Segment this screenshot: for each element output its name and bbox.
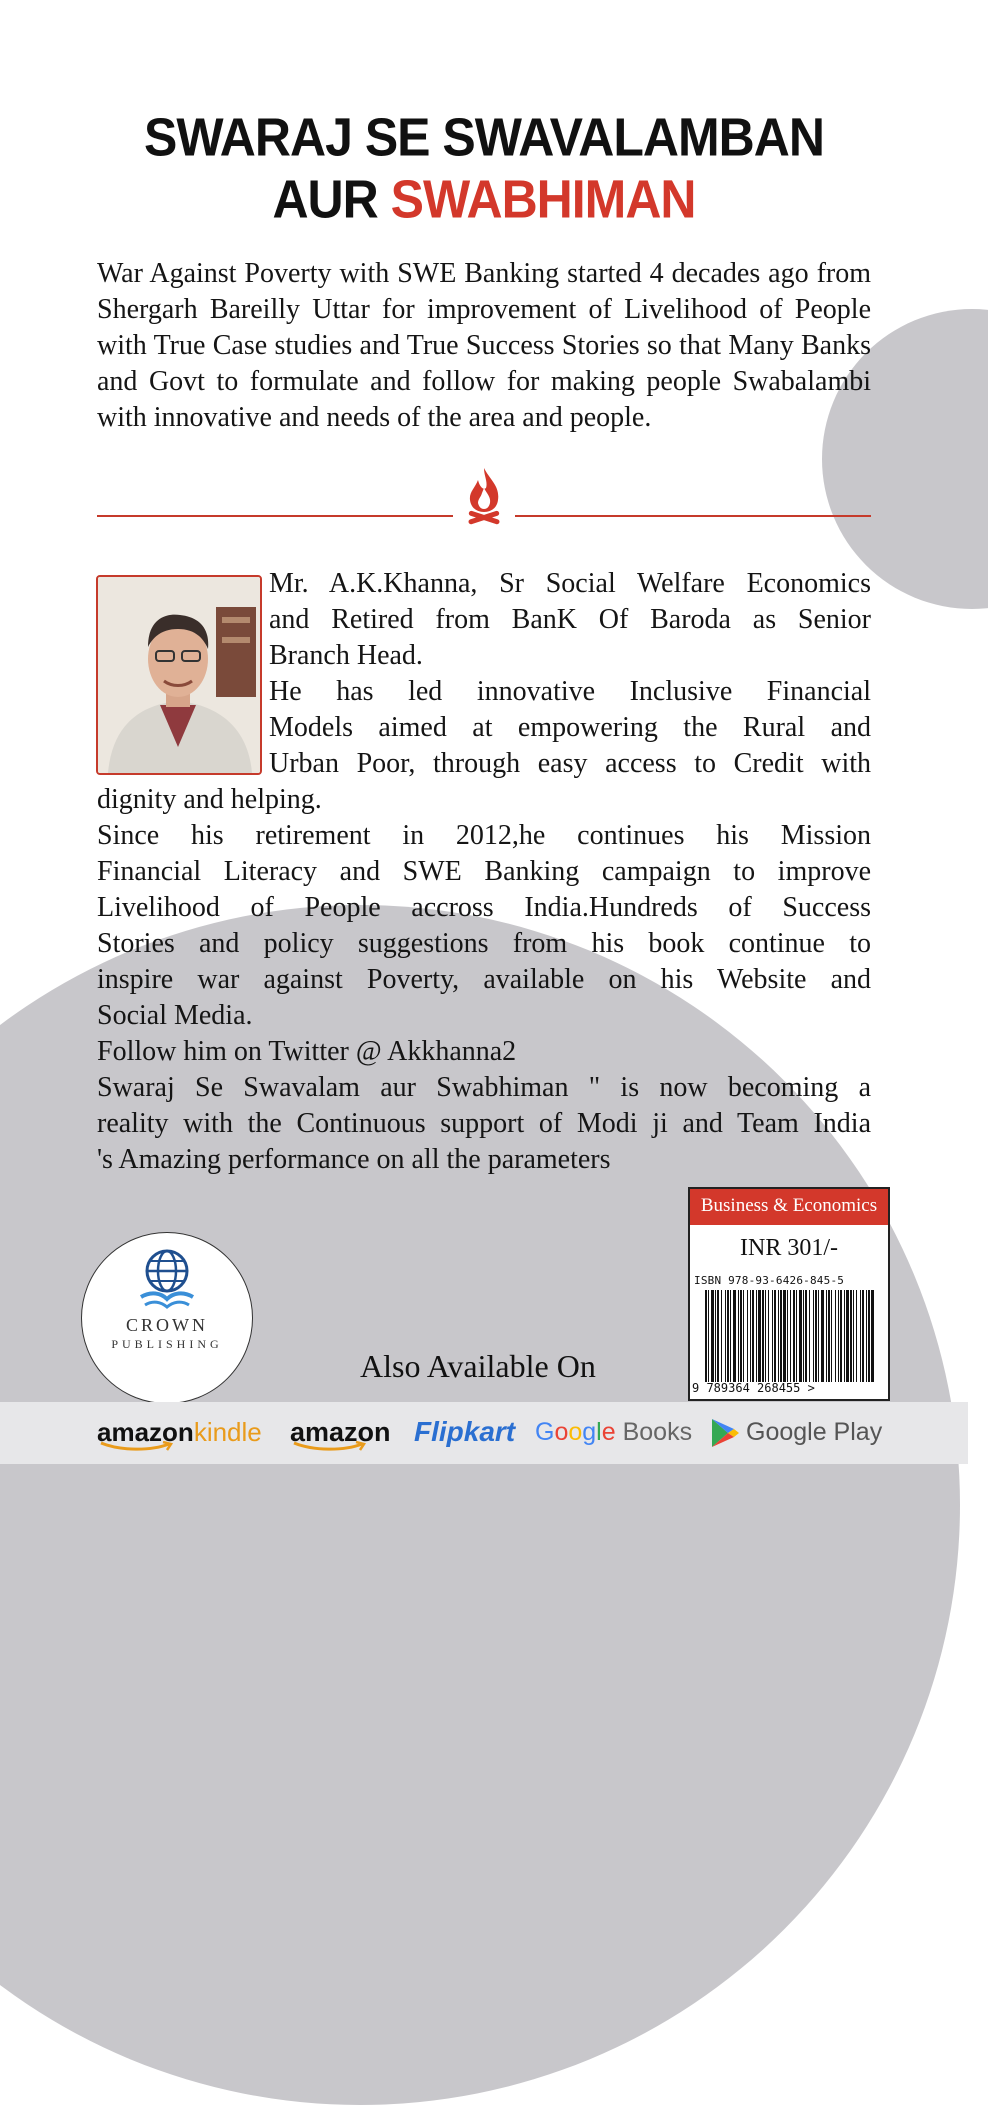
bio-line: reality with the Continuous support of Modi ji and Team India <box>97 1108 871 1139</box>
google-play-icon <box>710 1417 740 1449</box>
barcode-icon <box>704 1290 876 1382</box>
author-bio-rest <box>97 782 871 1178</box>
isbn-barcode-box <box>688 1187 890 1401</box>
bio-line: Swaraj Se Swavalam aur Swabhiman " is now becoming a <box>97 1072 871 1103</box>
bio-line: and Retired from BanK Of Baroda as Senior <box>269 604 871 635</box>
flipkart-logo[interactable]: Flipkart <box>414 1416 516 1447</box>
isbn-number: ISBN 978-93-6426-845-5 <box>694 1274 845 1287</box>
divider-right <box>515 515 871 517</box>
google-books-logo[interactable] <box>535 1414 692 1450</box>
bio-line: 's Amazing performance on all the parameters <box>97 1144 611 1175</box>
publisher-logo <box>81 1232 253 1404</box>
store-logos-strip <box>0 1402 968 1464</box>
bio-line: inspire war against Poverty, available on his Website and <box>97 964 871 995</box>
google-play-label: Google Play <box>746 1418 883 1446</box>
amazon-kindle-logo-kindle: kindle <box>193 1417 262 1447</box>
bio-line: Models aimed at empowering the Rural and <box>269 712 871 743</box>
amazon-smile-icon <box>290 1441 370 1451</box>
amazon-kindle-logo[interactable] <box>97 1414 262 1450</box>
bio-line: Stories and policy suggestions from his book continue to <box>97 928 871 959</box>
publisher-name: CROWN <box>126 1315 208 1335</box>
title-swabhiman: SWABHIMAN <box>390 168 696 230</box>
bio-line: Since his retirement in 2012,he continues his Mission <box>97 820 871 851</box>
google-wordmark: Google <box>535 1418 616 1446</box>
also-available-heading: Also Available On <box>360 1348 596 1384</box>
google-play-logo[interactable] <box>710 1414 882 1450</box>
bio-line: Mr. A.K.Khanna, Sr Social Welfare Economics <box>269 568 871 599</box>
barcode-digits: 9 789364 268455 > <box>692 1381 815 1395</box>
author-photo <box>96 575 262 775</box>
amazon-kindle-logo-amazon: amazon <box>97 1417 194 1447</box>
book-category: Business & Economics <box>690 1189 888 1225</box>
author-bio-top <box>269 566 871 782</box>
book-price: INR 301/- <box>740 1235 838 1261</box>
bio-line: Livelihood of People accross India.Hundreds of Success <box>97 892 871 923</box>
divider-left <box>97 515 453 517</box>
bio-line: Financial Literacy and SWE Banking campaign to improve <box>97 856 871 887</box>
twitter-line: Follow him on Twitter @ Akkhanna2 <box>97 1036 517 1067</box>
bio-line: Social Media. <box>97 1000 253 1031</box>
amazon-logo-text: amazon <box>290 1417 391 1447</box>
book-title-line1: SWARAJ SE SWAVALAMBAN <box>144 106 824 168</box>
book-title-line2 <box>0 168 968 231</box>
flame-icon <box>462 466 506 530</box>
bio-line: dignity and helping. <box>97 784 322 815</box>
globe-book-icon <box>137 1247 197 1315</box>
intro-paragraph: War Against Poverty with SWE Banking started 4 decades ago from Shergarh Bareilly Uttar for improvement of Livelihood of People with True Case studies and True Success Stories so that Many Banks and Govt to formulate and follow for making people Swabalambi with innovative and needs of the area and people. <box>97 258 871 433</box>
amazon-logo[interactable] <box>290 1414 391 1450</box>
google-books-label: Books <box>622 1418 693 1446</box>
amazon-smile-icon <box>97 1441 177 1451</box>
publisher-sub: PUBLISHING <box>111 1337 223 1351</box>
title-aur: AUR <box>272 168 391 230</box>
bio-line: He has led innovative Inclusive Financial <box>269 676 871 707</box>
bio-line: Urban Poor, through easy access to Credit with <box>269 748 871 779</box>
bio-line: Branch Head. <box>269 640 423 671</box>
